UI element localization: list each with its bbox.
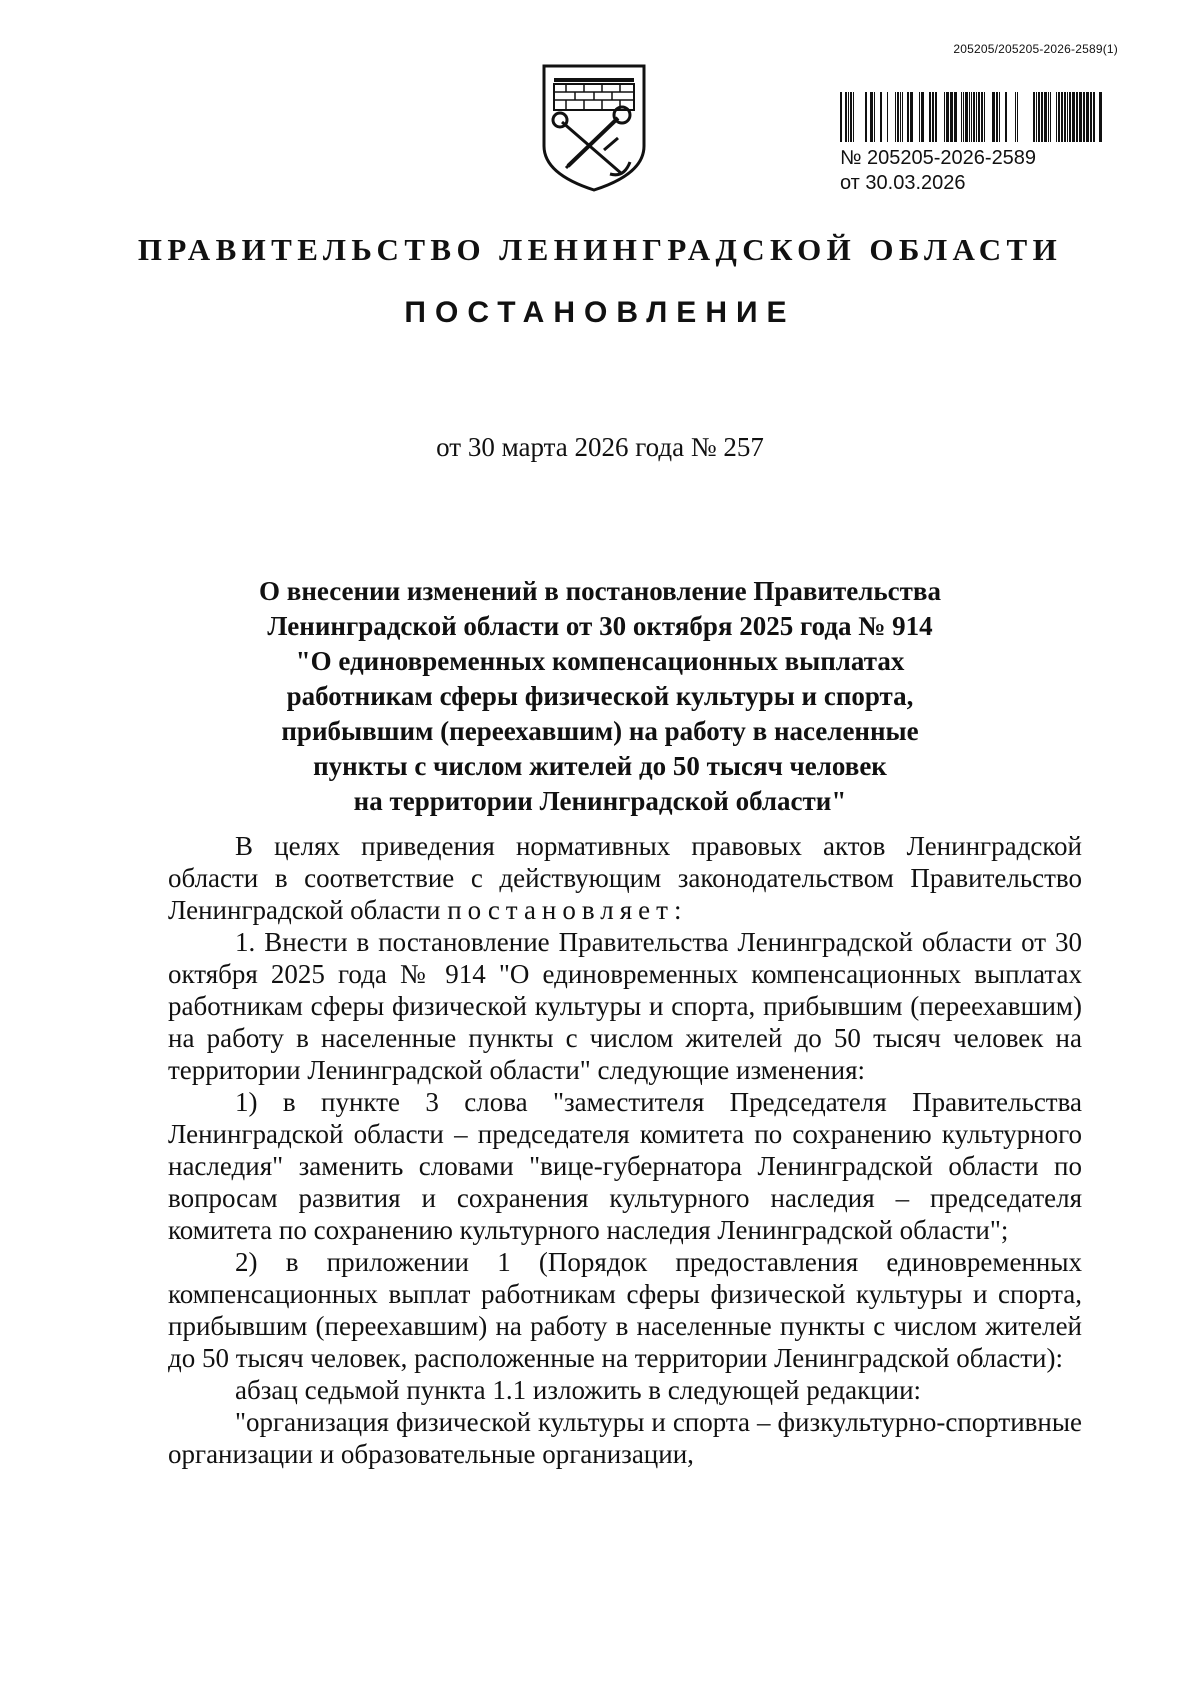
barcode-bar — [1058, 92, 1060, 142]
barcode-bar — [1061, 92, 1063, 142]
barcode-bar — [1072, 92, 1075, 142]
barcode-bar — [996, 92, 998, 142]
barcode-bar — [981, 92, 983, 142]
item-1-2: 2) в приложении 1 (Порядок предоставления единовременных компенсационных выплат работникам сферы физической культуры и спорта, прибывшим (переехавшим) на работу в населенные пункты с числом жителей до 50 тысяч человек, расположенные на территории Ленинградской области): — [168, 1247, 1082, 1373]
barcode-bar — [921, 92, 924, 142]
barcode-bar — [853, 92, 854, 142]
barcode-bar — [910, 92, 913, 142]
registration-date: от 30.03.2026 — [840, 172, 966, 194]
registration-number: № 205205-2026-2589 — [840, 147, 1037, 169]
barcode-bar — [999, 92, 1000, 142]
barcode-bar — [935, 92, 937, 142]
barcode-bar — [870, 92, 873, 142]
barcode-bar — [963, 92, 964, 142]
barcode-bar — [845, 92, 847, 142]
barcode-bar — [1079, 92, 1082, 142]
barcode-bar — [902, 92, 903, 142]
document-type: ПОСТАНОВЛЕНИЕ — [404, 296, 796, 329]
barcode-bar — [971, 92, 972, 142]
barcode-bar — [929, 92, 931, 142]
barcode-bar — [1044, 92, 1047, 142]
barcode-bar — [1050, 92, 1051, 142]
preamble-paragraph — [168, 830, 1082, 926]
barcode-bar — [944, 92, 945, 142]
barcode-bar — [1086, 92, 1089, 142]
document-reference: 205205/205205-2026-2589(1) — [953, 42, 1118, 56]
barcode-bar — [961, 92, 962, 142]
barcode-bar — [887, 92, 888, 142]
barcode-bar — [954, 92, 957, 142]
barcode-bar — [984, 92, 985, 142]
barcode-bar — [897, 92, 899, 142]
barcode-bar — [919, 92, 920, 142]
barcode-bar — [1005, 92, 1007, 142]
barcode-bar — [1038, 92, 1040, 142]
subject-line: "О единовременных компенсационных выплатах — [295, 646, 905, 676]
barcode-bar — [880, 92, 882, 142]
subject-line: работникам сферы физической культуры и спорта, — [286, 681, 914, 711]
decrees-word: постановляет: — [447, 895, 688, 925]
subject-line: на территории Ленинградской области" — [353, 786, 847, 816]
barcode-bar — [850, 92, 852, 142]
barcode-bar — [1036, 92, 1037, 142]
barcode-bar — [969, 92, 970, 142]
barcode-bar — [1099, 92, 1102, 142]
decree-date: от 30 марта 2026 года № 257 — [436, 432, 764, 462]
barcode-bar — [1069, 92, 1071, 142]
item-1-2-b: "организация физической культуры и спорта – физкультурно-спортивные организации и образовательные организации, — [168, 1407, 1082, 1469]
barcode-bar — [1076, 92, 1078, 142]
coat-of-arms-icon — [538, 62, 650, 194]
barcode-bar — [840, 92, 842, 142]
barcode — [840, 92, 1102, 142]
barcode-bar — [900, 92, 901, 142]
barcode-bar — [973, 92, 975, 142]
barcode-bar — [1064, 92, 1066, 142]
registration-block — [840, 92, 1102, 196]
barcode-bar — [865, 92, 867, 142]
subject-line: прибывшим (переехавшим) на работу в населенные — [281, 716, 919, 746]
barcode-bar — [932, 92, 934, 142]
item-1-1: 1) в пункте 3 слова "заместителя Председателя Правительства Ленинградской области – председателя комитета по сохранению культурного наследия" заменить словами "вице-губернатора Ленинградской области по вопросам развития и сохранения культурного наследия – председателя комитета по сохранению культурного наследия Ленинградской области"; — [168, 1087, 1082, 1245]
government-title: ПРАВИТЕЛЬСТВО ЛЕНИНГРАДСКОЙ ОБЛАСТИ — [137, 232, 1063, 267]
barcode-bar — [848, 92, 849, 142]
barcode-bar — [1033, 92, 1035, 142]
barcode-bar — [1056, 92, 1057, 142]
barcode-bar — [1048, 92, 1049, 142]
barcode-bar — [1015, 92, 1016, 142]
barcode-bar — [950, 92, 953, 142]
barcode-bar — [895, 92, 896, 142]
item-1: 1. Внести в постановление Правительства Ленинградской области от 30 октября 2025 года № 914 "О единовременных компенсационных выплатах работникам сферы физической культуры и спорта, прибывшим (переехавшим) на работу в населенные пункты с числом жителей до 50 тысяч человек на территории Ленинградской области" следующие изменения: — [168, 927, 1082, 1085]
barcode-bar — [978, 92, 980, 142]
decree-subject — [150, 574, 1050, 819]
item-1-2-a: абзац седьмой пункта 1.1 изложить в следующей редакции: — [235, 1375, 922, 1405]
barcode-bar — [976, 92, 977, 142]
barcode-bar — [874, 92, 875, 142]
subject-line: Ленинградской области от 30 октября 2025 года № 914 — [267, 611, 933, 641]
subject-line: О внесении изменений в постановление Правительства — [259, 576, 941, 606]
barcode-bar — [1083, 92, 1085, 142]
barcode-bar — [946, 92, 949, 142]
barcode-bar — [992, 92, 995, 142]
barcode-bar — [1017, 92, 1018, 142]
barcode-bar — [1067, 92, 1068, 142]
preamble-text: В целях приведения нормативных правовых актов Ленинградской области в соответствие с действующим законодательством Правительство Ленинградской области — [168, 831, 1082, 925]
barcode-bar — [1093, 92, 1095, 142]
decree-body — [168, 830, 1082, 1470]
barcode-bar — [907, 92, 909, 142]
subject-line: пункты с числом жителей до 50 тысяч человек — [313, 751, 887, 781]
barcode-bar — [965, 92, 968, 142]
barcode-bar — [1041, 92, 1043, 142]
barcode-bar — [1090, 92, 1092, 142]
